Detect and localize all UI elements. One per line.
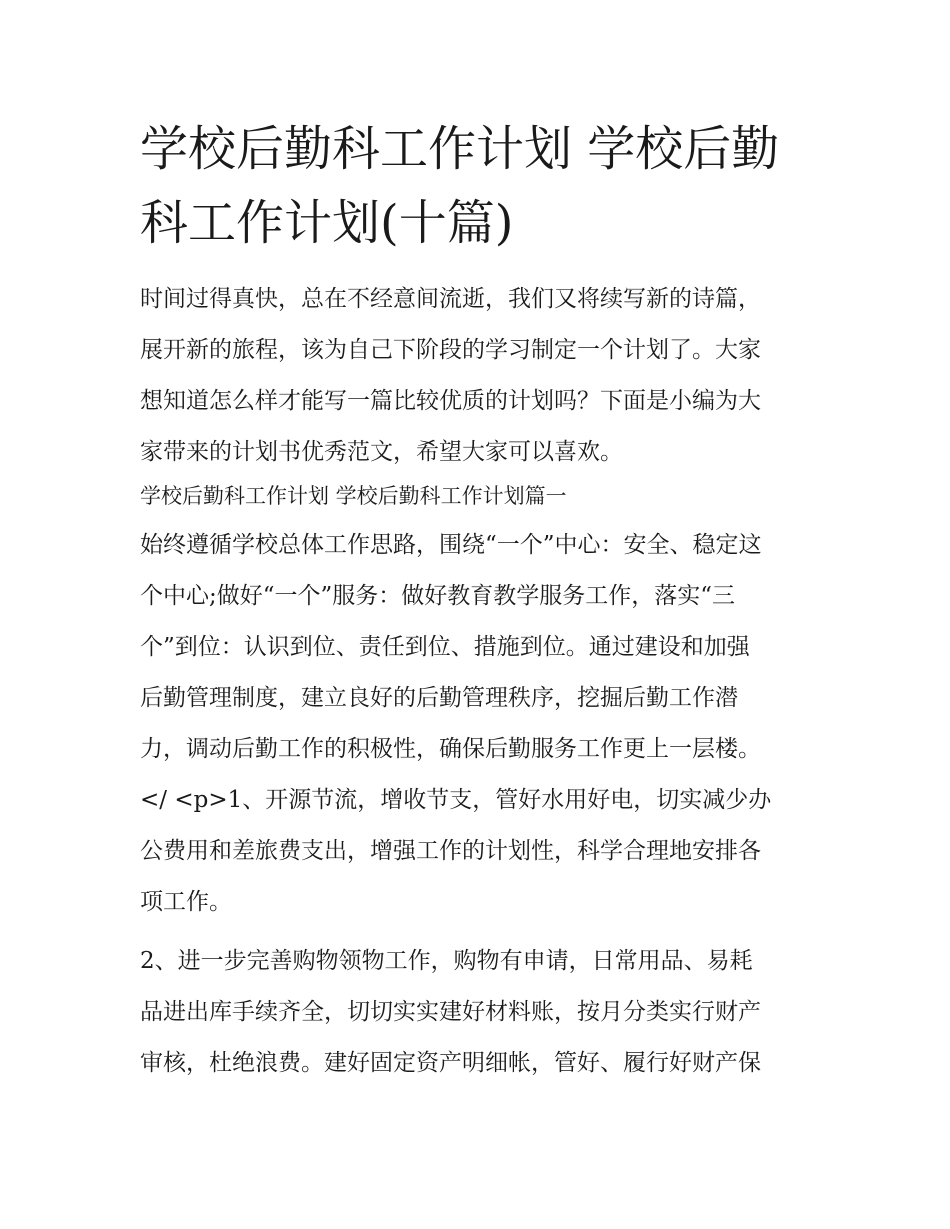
body-line: 审核，杜绝浪费。建好固定资产明细帐，管好、履行好财产保 [140,1050,761,1076]
title-line: 科工作计划(十篇) [140,195,514,251]
body-paragraph-1 [140,520,820,928]
document-page [140,112,820,1089]
body-line: </ <p>1、开源节流，增收节支，管好水用好电，切实减少办 [140,787,772,813]
intro-line: 展开新的旅程，该为自己下阶段的学习制定一个计划了。大家 [140,337,761,363]
intro-line: 家带来的计划书优秀范文，希望大家可以喜欢。 [140,439,623,465]
intro-line: 时间过得真快，总在不经意间流逝，我们又将续写新的诗篇， [140,286,761,312]
body-line: 始终遵循学校总体工作思路，围绕“一个”中心：安全、稳定这 [140,532,762,558]
body-line: 项工作。 [140,889,232,915]
body-line: 个中心;做好“一个”服务：做好教育教学服务工作，落实“三 [140,583,736,609]
body-line: 公费用和差旅费支出，增强工作的计划性，科学合理地安排各 [140,838,761,864]
title-line: 学校后勤科工作计划 学校后勤 [140,121,780,177]
body-paragraph-2 [140,936,820,1089]
body-line: 个”到位：认识到位、责任到位、措施到位。通过建设和加强 [140,634,750,660]
body-line: 力，调动后勤工作的积极性，确保后勤服务工作更上一层楼。 [140,736,761,762]
section-heading: 学校后勤科工作计划 学校后勤科工作计划篇一 [140,484,567,508]
intro-paragraph [140,274,820,478]
body-line: 品进出库手续齐全，切切实实建好材料账，按月分类实行财产 [140,999,761,1025]
body-line: 2、进一步完善购物领物工作，购物有申请，日常用品、易耗 [140,948,753,974]
intro-line: 想知道怎么样才能写一篇比较优质的计划吗？下面是小编为大 [140,388,761,414]
body-line: 后勤管理制度，建立良好的后勤管理秩序，挖掘后勤工作潜 [140,685,738,711]
document-title [140,112,820,260]
